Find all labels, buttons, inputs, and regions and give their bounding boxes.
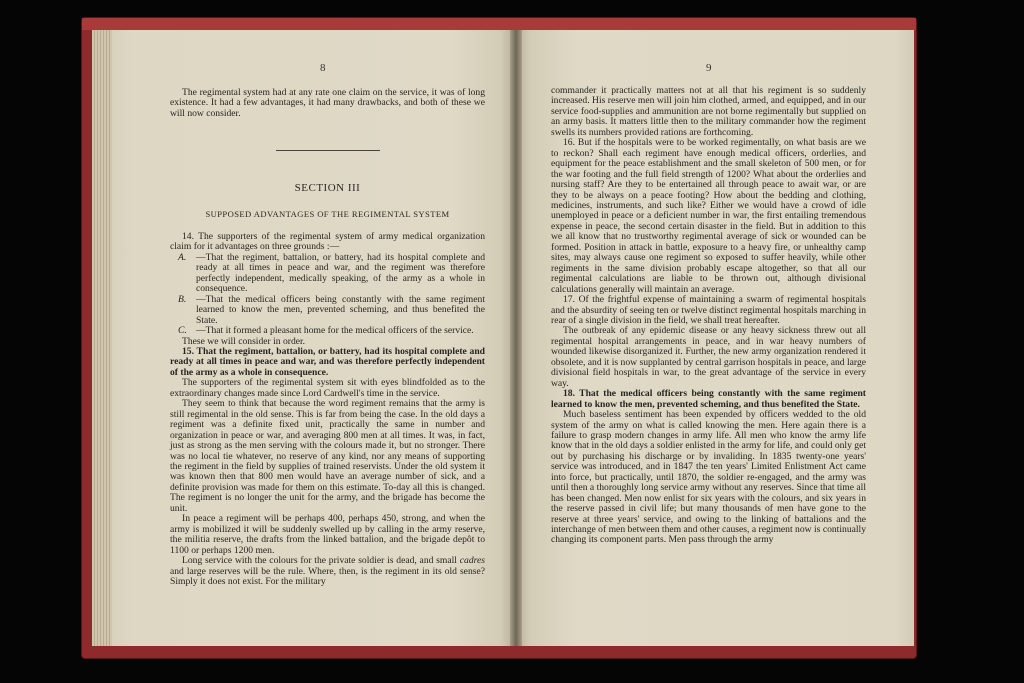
paragraph-14: 14. The supporters of the regimental system of army medical organization claim for it advantages on three grounds :— xyxy=(170,231,485,253)
paragraph-18-heading: 18. That the medical officers being constantly with the same regiment learned to know the men, prevented scheming, and thus benefited the State. xyxy=(551,388,866,410)
left-body xyxy=(170,232,485,587)
right-page-number: 9 xyxy=(706,62,712,74)
item-c-label: C. xyxy=(178,325,187,337)
paragraph-15-heading: 15. That the regiment, battalion, or battery, had its hospital complete and ready at all times in peace and war, and was therefore perfectly independent of the army as a whole in consequence. xyxy=(170,345,485,378)
paragraph-17: 17. Of the frightful expense of maintaining a swarm of regimental hospitals and the absurdity of seeing ten or twelve distinct regimental hospitals marching in rear of a single division in the field, we shall treat hereafter. xyxy=(551,294,866,326)
paragraph-16: 16. But if the hospitals were to be worked regimentally, on what basis are we to reckon? Shall each regiment have enough medical officers, orderlies, and equipment for the peace establishment and the small skeleton of 500 men, or for the war footing and the full field strength of 1200? What about the orderlies and nursing staff? Are they to be entertained all through peace to await war, or are they to be always on a peace footing? How about the bedding and clothing, medicines, instruments, and such like? Either we would have a crowd of idle unemployed in peace or a deficient number in war, the first entailing tremendous expense in peace, the second certain disaster in the field. But in addition to this we all know that no trustworthy regimental average of sick or wounded can be formed. Position in attack in battle, exposure to a heavy fire, or unhealthy camp sites, may always cause one regiment so exposed to suffer heavily, while other regiments in the same division probably escape altogether, so that all our regimental calculations are liable to be thrown out, although divisional calculations generally will maintain an average. xyxy=(551,137,866,295)
left-intro xyxy=(170,88,485,119)
item-a-text: —That the regiment, battalion, or battery, had its hospital complete and ready at all times in peace and war, and the regiment was therefore perfectly independent, medically speaking, of the army as a whole in consequence. xyxy=(196,251,485,295)
page-stack-edge xyxy=(92,30,112,646)
paragraph-15c: In peace a regiment will be perhaps 400, perhaps 450, strong, and when the army is mobilized it will be suddenly swelled up by calling in the army reserve, the militia reserve, the drafts from the linked battalion, and the brigade depôt to 1100 or perhaps 1200 men. xyxy=(170,513,485,556)
item-b-label: B. xyxy=(178,293,187,305)
paragraph-15a: The supporters of the regimental system sit with eyes blindfolded as to the extraordinary changes made since Lord Cardwell's time in the service. xyxy=(170,377,485,399)
paragraph-17b: The outbreak of any epidemic disease or any heavy sickness threw out all regimental hospital arrangements in peace, and in war heavy numbers of wounded likewise disorganized it. Further, the new army organization rendered it obsolete, and it is now supplanted by central garrison hospitals in peace, and large divisional field hospitals in war, to the great advantage of the service in every way. xyxy=(551,325,867,389)
section-title: SECTION III xyxy=(294,182,361,194)
item-c xyxy=(170,326,485,336)
item-b xyxy=(170,295,485,326)
paragraph-18: Much baseless sentiment has been expended by officers wedded to the old system of the army on what is called knowing the men. Here again there is a failure to grasp modern changes in army life. All men who know the army life know that in the old days a soldier enlisted in the army for life, and could only get out by purchasing his discharge or by invaliding. In 1835 twenty-one years' service was introduced, and in 1847 the ten years' Limited Enlistment Act came into force, but practically, until 1870, the soldier re-engaged, and the army was until then a thoroughly long service army without any reserves. Since that time all has been changed. Men now enlist for six years with the colours, and six years in the reserve passed in civil life; but many thousands of men have gone to the reserve at three years' service, and owing to the linking of battalions and the interchange of men between them and other causes, a regiment now is continually changing its component parts. Men pass through the army xyxy=(551,409,866,546)
cover-top-edge xyxy=(82,18,916,30)
intro-paragraph: The regimental system had at any rate one claim on the service, it was of long existence. It had a few advantages, it had many drawbacks, and both of these we will now consider. xyxy=(170,87,485,119)
book-gutter xyxy=(510,30,522,646)
item-a xyxy=(170,253,485,295)
paragraph-15d: Long service with the colours for the private soldier is dead, and small cadres and large reserves will be the rule. Where, then, is the regiment in its old sense? Simply it does not exist. For the military xyxy=(170,555,485,587)
item-b-text: —That the medical officers being constantly with the same regiment learned to know the men, prevented scheming, and thus benefited the State. xyxy=(196,293,485,326)
consider-in-order: These we will consider in order. xyxy=(182,335,306,347)
item-a-label: A. xyxy=(178,251,187,263)
item-c-text: —That it formed a pleasant home for the medical officers of the service. xyxy=(196,325,474,337)
right-body xyxy=(551,86,866,546)
paragraph-15b: They seem to think that because the word regiment remains that the army is still regimental in the old sense. This is far from being the case. In the old days a regiment was a definite fixed unit, practically the same in number and organization in peace or war, and averaging 800 men at all times. It was, in fact, just as strong as the men serving with the colours made it, but no stronger. There was no local tie whatever, no reserve of any kind, nor any means of supporting the regiment in the field by supplies of trained reservists. Under the old system it was known then that 800 men would have an average number of sick, and a definite provision was made for them on this estimate. To-day all this is changed. The regiment is no longer the unit for the army, and the brigade has become the unit. xyxy=(170,398,485,514)
section-subtitle: SUPPOSED ADVANTAGES OF THE REGIMENTAL SYSTEM xyxy=(205,209,450,219)
continuation-paragraph: commander it practically matters not at all that his regiment is so suddenly increased. His reserve men will join him clothed, armed, and equipped, and in our service food-supplies and ammunition are not borne regimentally but supplied on an army basis. It matters little then to the military commander how the regiment swells its numbers provided rations are forthcoming. xyxy=(551,85,866,138)
section-divider xyxy=(276,150,380,151)
left-page-number: 8 xyxy=(320,62,326,74)
